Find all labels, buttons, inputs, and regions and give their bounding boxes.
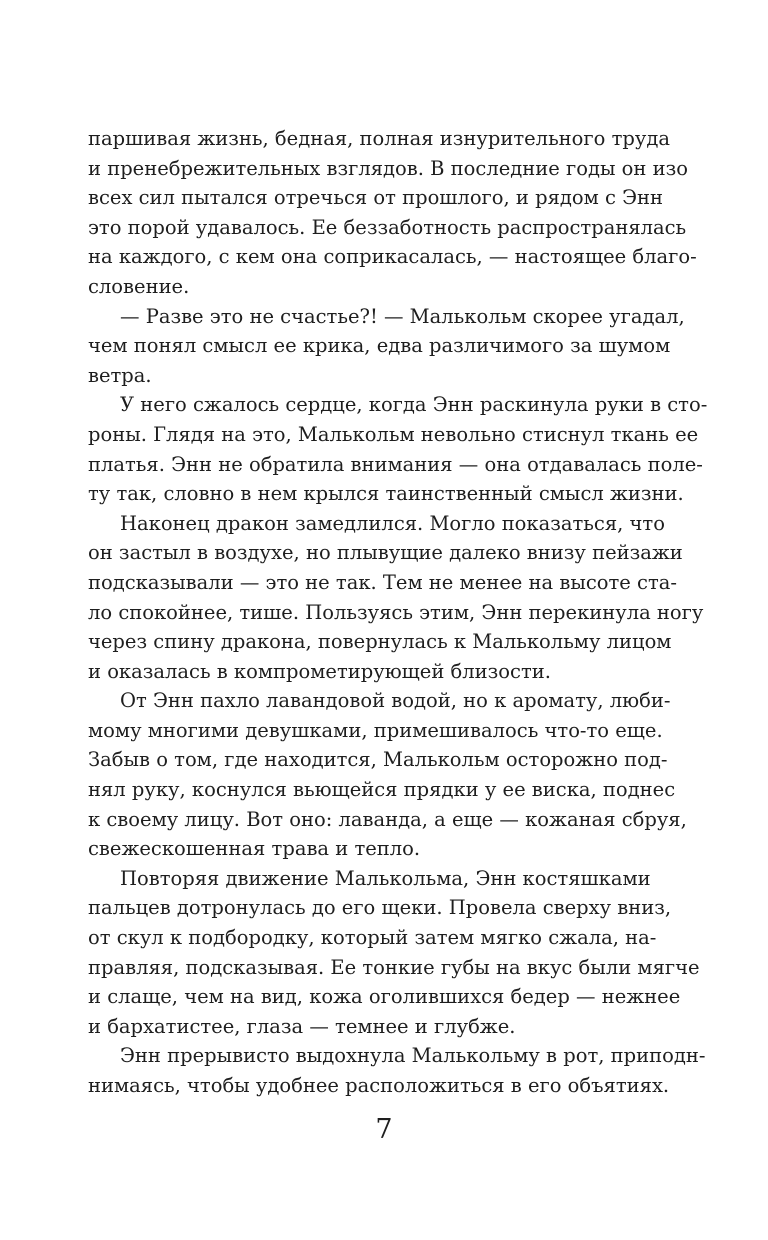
text-line: на каждого, с кем она соприкасалась, — настоящее благо- (88, 245, 697, 269)
text-line: через спину дракона, повернулась к Малькольму лицом (88, 630, 672, 654)
text-line: пальцев дотронулась до его щеки. Провела сверху вниз, (88, 896, 672, 920)
text-line: платья. Энн не обратила внимания — она отдавалась поле- (88, 452, 703, 476)
text-line: свежескошенная трава и тепло. (88, 837, 421, 861)
text-line: ло спокойнее, тише. Пользуясь этим, Энн перекинула ногу (88, 600, 704, 624)
text-line: к своему лицу. Вот оно: лаванда, а еще — кожаная сбруя, (88, 807, 687, 831)
text-line: — Разве это не счастье?! — Малькольм скорее угадал, (120, 304, 685, 328)
text-line: От Энн пахло лавандовой водой, но к аромату, люби- (120, 689, 671, 713)
text-line: Энн прерывисто выдохнула Малькольму в рот, приподн- (120, 1044, 706, 1068)
text-line: мому многими девушками, примешивалось что-то еще. (88, 718, 663, 742)
text-line: роны. Глядя на это, Малькольм невольно стиснул ткань ее (88, 422, 699, 446)
text-line: нял руку, коснулся вьющейся прядки у ее виска, поднес (88, 778, 676, 802)
text-line: паршивая жизнь, бедная, полная изнурительного труда (88, 127, 670, 150)
text-line: и бархатистее, глаза — темнее и глубже. (88, 1014, 516, 1038)
text-line: от скул к подбородку, который затем мягко сжала, на- (88, 926, 657, 950)
body-text (88, 124, 708, 1101)
text-line: У него сжалось сердце, когда Энн раскинула руки в сто- (120, 393, 708, 417)
text-line: ту так, словно в нем крылся таинственный смысл жизни. (88, 482, 684, 506)
text-line: ветра. (88, 363, 152, 387)
text-line: чем понял смысл ее крика, едва различимого за шумом (88, 334, 671, 358)
text-line: это порой удавалось. Ее беззаботность распространялась (88, 215, 687, 239)
text-line: правляя, подсказывая. Ее тонкие губы на вкус были мягче (88, 955, 700, 979)
text-line: и пренебрежительных взглядов. В последние годы он изо (88, 156, 688, 180)
text-line: нимаясь, чтобы удобнее расположиться в его объятиях. (88, 1074, 670, 1097)
text-line: словение. (88, 274, 190, 298)
text-line: он застыл в воздухе, но плывущие далеко внизу пейзажи (88, 541, 683, 565)
text-line: Повторяя движение Малькольма, Энн костяшками (120, 866, 651, 890)
text-line: всех сил пытался отречься от прошлого, и рядом с Энн (88, 186, 664, 210)
page-number: 7 (375, 1114, 393, 1145)
text-line: и оказалась в компрометирующей близости. (88, 659, 551, 683)
text-line: подсказывали — это не так. Тем не менее на высоте ста- (88, 570, 677, 594)
text-line: Забыв о том, где находится, Малькольм осторожно под- (88, 748, 668, 772)
text-line: Наконец дракон замедлился. Могло показаться, что (120, 511, 665, 535)
text-line: и слаще, чем на вид, кожа оголившихся бедер — нежнее (88, 985, 681, 1009)
